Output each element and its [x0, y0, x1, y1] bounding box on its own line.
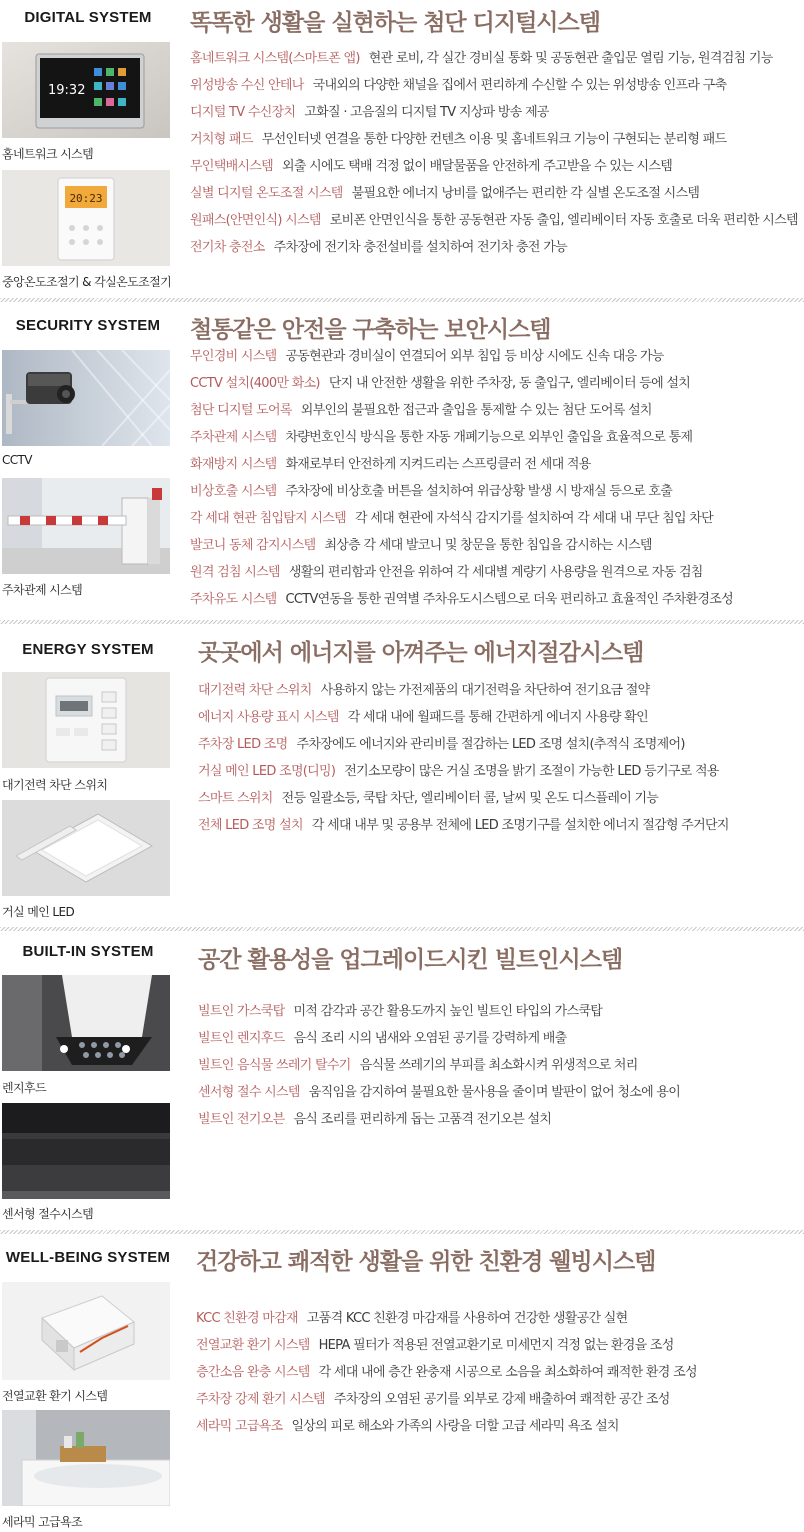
section-headline: 철통같은 안전을 구축하는 보안시스템 — [190, 317, 551, 343]
feature-name: 각 세대 현관 침입탐지 시스템 — [190, 511, 347, 526]
feature-desc: 각 세대 현관에 자석식 감지기를 설치하여 각 세대 내 무단 침입 차단 — [355, 511, 713, 526]
feature-item — [190, 587, 733, 613]
image-caption: 렌지후드 — [2, 1081, 46, 1095]
feature-desc: 일상의 피로 해소와 가족의 사랑을 더할 고급 세라믹 욕조 설치 — [291, 1419, 619, 1434]
feature-name: 빌트인 렌지후드 — [198, 1031, 285, 1046]
feature-desc: 움직임을 감지하여 불필요한 물사용을 줄이며 발판이 없어 청소에 용이 — [308, 1085, 681, 1100]
feature-desc: 차량번호인식 방식을 통한 자동 개폐기능으로 외부인 출입을 효율적으로 통제 — [285, 430, 693, 445]
feature-desc: 화재로부터 안전하게 지켜드리는 스프링클러 전 세대 적용 — [285, 457, 591, 472]
feature-item — [198, 999, 602, 1025]
feature-name: 빌트인 음식물 쓰레기 탈수기 — [198, 1058, 351, 1073]
wellbeing-system-section — [0, 1236, 804, 1532]
feature-name: 전체 LED 조명 설치 — [198, 818, 303, 833]
section-headline: 건강하고 쾌적한 생활을 위한 친환경 웰빙시스템 — [196, 1249, 656, 1275]
feature-name: 주차장 강제 환기 시스템 — [196, 1392, 325, 1407]
feature-item — [190, 371, 690, 397]
feature-name: 홈네트워크 시스템(스마트폰 앱) — [190, 51, 360, 66]
image-caption: 세라믹 고급욕조 — [2, 1515, 83, 1529]
thermostat-image — [2, 170, 170, 266]
feature-name: 무인경비 시스템 — [190, 349, 277, 364]
feature-item — [190, 425, 692, 451]
feature-item — [190, 479, 672, 505]
standby-switch-image — [2, 672, 170, 768]
parking-gate-image — [2, 478, 170, 574]
sensor-faucet-image — [2, 1103, 170, 1199]
feature-name: CCTV 설치(400만 화소) — [190, 376, 320, 391]
feature-item — [198, 732, 685, 758]
feature-item — [198, 1107, 551, 1133]
feature-item — [198, 759, 719, 785]
feature-name: 첨단 디지털 도어록 — [190, 403, 292, 418]
feature-item — [190, 235, 567, 261]
feature-item — [190, 506, 713, 532]
feature-item — [196, 1360, 697, 1386]
section-divider — [0, 298, 804, 302]
feature-name: 발코니 동체 감지시스템 — [190, 538, 316, 553]
image-caption: 전열교환 환기 시스템 — [2, 1389, 108, 1403]
feature-name: 전기차 충전소 — [190, 240, 265, 255]
feature-desc: 로비폰 안면인식을 통한 공동현관 자동 출입, 엘리베이터 자동 호출로 더욱 편리한 시스템 — [329, 213, 798, 228]
feature-desc: 주차장에 비상호출 버튼을 설치하여 위급상황 발생 시 방재실 등으로 호출 — [285, 484, 673, 499]
digital-system-section — [0, 0, 804, 298]
feature-name: 에너지 사용량 표시 시스템 — [198, 710, 339, 725]
feature-desc: 주차장에 전기차 충전설비를 설치하여 전기차 충전 가능 — [273, 240, 567, 255]
range-hood-image — [2, 975, 170, 1071]
image-caption: CCTV — [2, 453, 32, 467]
feature-item — [196, 1333, 674, 1359]
feature-desc: 각 세대 내에 월패드를 통해 간편하게 에너지 사용량 확인 — [347, 710, 648, 725]
feature-name: 거실 메인 LED 조명(디밍) — [198, 764, 336, 779]
feature-item — [190, 344, 664, 370]
feature-desc: 고품격 KCC 친환경 마감재를 사용하여 건강한 생활공간 실현 — [306, 1311, 628, 1326]
feature-desc: 미적 감각과 공간 활용도까지 높인 빌트인 타입의 가스쿡탑 — [293, 1004, 603, 1019]
feature-desc: 음식물 쓰레기의 부피를 최소화시켜 위생적으로 처리 — [359, 1058, 638, 1073]
feature-desc: 공동현관과 경비실이 연결되어 외부 침입 등 비상 시에도 신속 대응 가능 — [285, 349, 664, 364]
feature-item — [190, 100, 549, 126]
feature-desc: 음식 조리 시의 냄새와 오염된 공기를 강력하게 배출 — [293, 1031, 567, 1046]
thermostat-display: 20:23 — [69, 192, 103, 205]
svg-text:19:32: 19:32 — [48, 83, 86, 98]
section-headline: 똑똑한 생활을 실현하는 첨단 디지털시스템 — [190, 10, 600, 36]
image-caption: 홈네트워크 시스템 — [2, 147, 94, 161]
image-caption: 대기전력 차단 스위치 — [2, 778, 108, 792]
section-title: SECURITY SYSTEM — [15, 317, 161, 334]
feature-name: KCC 친환경 마감재 — [196, 1311, 298, 1326]
feature-desc: 주차장에도 에너지와 관리비를 절감하는 LED 조명 설치(추적식 조명제어) — [296, 737, 685, 752]
image-caption: 중앙온도조절기 & 각실온도조절기 — [2, 275, 172, 289]
feature-item — [196, 1387, 670, 1413]
feature-item — [198, 1053, 638, 1079]
feature-name: 빌트인 전기오븐 — [198, 1112, 285, 1127]
feature-name: 거치형 패드 — [190, 132, 253, 147]
feature-name: 비상호출 시스템 — [190, 484, 277, 499]
feature-desc: 각 세대 내부 및 공용부 전체에 LED 조명기구를 설치한 에너지 절감형 주거단지 — [311, 818, 729, 833]
ventilation-image — [2, 1282, 170, 1380]
cctv-image — [2, 350, 170, 446]
feature-desc: 주차장의 오염된 공기를 외부로 강제 배출하여 쾌적한 공간 조성 — [333, 1392, 670, 1407]
section-title: WELL-BEING SYSTEM — [5, 1249, 171, 1266]
feature-desc: 외출 시에도 택배 걱정 없이 배달물품을 안전하게 주고받을 수 있는 시스템 — [282, 159, 673, 174]
security-system-section — [0, 304, 804, 618]
feature-desc: CCTV연동을 통한 권역별 주차유도시스템으로 더욱 편리하고 효율적인 주차환경조성 — [285, 592, 733, 607]
feature-item — [198, 1080, 680, 1106]
feature-desc: 전기소모량이 많은 거실 조명을 밝기 조절이 가능한 LED 등기구로 적용 — [344, 764, 719, 779]
feature-desc: 국내외의 다양한 채널을 집에서 편리하게 수신할 수 있는 위성방송 인프라 구축 — [312, 78, 727, 93]
section-headline: 곳곳에서 에너지를 아껴주는 에너지절감시스템 — [198, 640, 644, 666]
feature-item — [198, 678, 650, 704]
feature-name: 빌트인 가스쿡탑 — [198, 1004, 285, 1019]
feature-desc: 각 세대 내에 층간 완충재 시공으로 소음을 최소화하여 쾌적한 환경 조성 — [318, 1365, 697, 1380]
feature-desc: 최상층 각 세대 발코니 및 창문을 통한 침입을 감시하는 시스템 — [324, 538, 652, 553]
feature-item — [190, 73, 726, 99]
feature-item — [190, 560, 703, 586]
feature-desc: 전등 일괄소등, 쿡탑 차단, 엘리베이터 콜, 날씨 및 온도 디스플레이 기능 — [281, 791, 659, 806]
feature-item — [190, 398, 652, 424]
bathtub-image — [2, 1410, 170, 1506]
feature-name: 원패스(안면인식) 시스템 — [190, 213, 321, 228]
feature-name: 층간소음 완충 시스템 — [196, 1365, 310, 1380]
feature-item — [190, 154, 672, 180]
feature-name: 무인택배시스템 — [190, 159, 274, 174]
feature-desc: 단지 내 안전한 생활을 위한 주차장, 동 출입구, 엘리베이터 등에 설치 — [328, 376, 691, 391]
feature-item — [198, 786, 658, 812]
feature-desc: 현관 로비, 각 실간 경비실 통화 및 공동현관 출입문 열림 기능, 원격검침 기능 — [368, 51, 773, 66]
feature-name: 실별 디지털 온도조절 시스템 — [190, 186, 343, 201]
section-headline: 공간 활용성을 업그레이드시킨 빌트인시스템 — [198, 947, 623, 973]
energy-system-section — [0, 626, 804, 926]
feature-name: 주차장 LED 조명 — [198, 737, 288, 752]
feature-desc: 외부인의 불필요한 접근과 출입을 통제할 수 있는 첨단 도어록 설치 — [300, 403, 652, 418]
feature-item — [198, 1026, 567, 1052]
feature-desc: HEPA 필터가 적용된 전열교환기로 미세먼지 걱정 없는 환경을 조성 — [318, 1338, 674, 1353]
feature-desc: 생활의 편리함과 안전을 위하여 각 세대별 계량기 사용량을 원격으로 자동 검침 — [288, 565, 703, 580]
led-ceiling-image — [2, 800, 170, 896]
feature-name: 디지털 TV 수신장치 — [190, 105, 296, 120]
feature-desc: 무선인터넷 연결을 통한 다양한 컨텐츠 이용 및 홈네트워크 기능이 구현되는 분리형 패드 — [261, 132, 727, 147]
feature-item — [190, 181, 699, 207]
section-title: DIGITAL SYSTEM — [24, 9, 152, 26]
feature-item — [190, 46, 773, 72]
feature-name: 화재방지 시스템 — [190, 457, 277, 472]
feature-name: 주차유도 시스템 — [190, 592, 277, 607]
feature-name: 세라믹 고급욕조 — [196, 1419, 283, 1434]
feature-item — [190, 127, 726, 153]
section-divider — [0, 620, 804, 624]
feature-desc: 사용하지 않는 가전제품의 대기전력을 차단하여 전기요금 절약 — [320, 683, 650, 698]
feature-item — [198, 813, 729, 839]
feature-name: 센서형 절수 시스템 — [198, 1085, 300, 1100]
section-divider — [0, 927, 804, 931]
feature-name: 대기전력 차단 스위치 — [198, 683, 312, 698]
feature-item — [196, 1414, 619, 1440]
feature-item — [196, 1306, 628, 1332]
feature-name: 전열교환 환기 시스템 — [196, 1338, 310, 1353]
feature-desc: 고화질 · 고음질의 디지털 TV 지상파 방송 제공 — [304, 105, 549, 120]
feature-desc: 음식 조리를 편리하게 돕는 고품격 전기오븐 설치 — [293, 1112, 552, 1127]
feature-item — [190, 452, 591, 478]
section-divider — [0, 1230, 804, 1234]
section-title: BUILT-IN SYSTEM — [22, 943, 154, 960]
feature-name: 위성방송 수신 안테나 — [190, 78, 304, 93]
image-caption: 주차관제 시스템 — [2, 583, 83, 597]
image-caption: 거실 메인 LED — [2, 905, 75, 919]
feature-name: 스마트 스위치 — [198, 791, 273, 806]
image-caption: 센서형 절수시스템 — [2, 1207, 94, 1221]
wallpad-image — [2, 42, 170, 138]
builtin-system-section — [0, 933, 804, 1229]
feature-name: 원격 검침 시스템 — [190, 565, 280, 580]
feature-desc: 불필요한 에너지 낭비를 없애주는 편리한 각 실별 온도조절 시스템 — [351, 186, 700, 201]
feature-item — [190, 533, 652, 559]
feature-item — [198, 705, 648, 731]
section-title: ENERGY SYSTEM — [22, 641, 154, 658]
feature-item — [190, 208, 798, 234]
feature-name: 주차관제 시스템 — [190, 430, 277, 445]
